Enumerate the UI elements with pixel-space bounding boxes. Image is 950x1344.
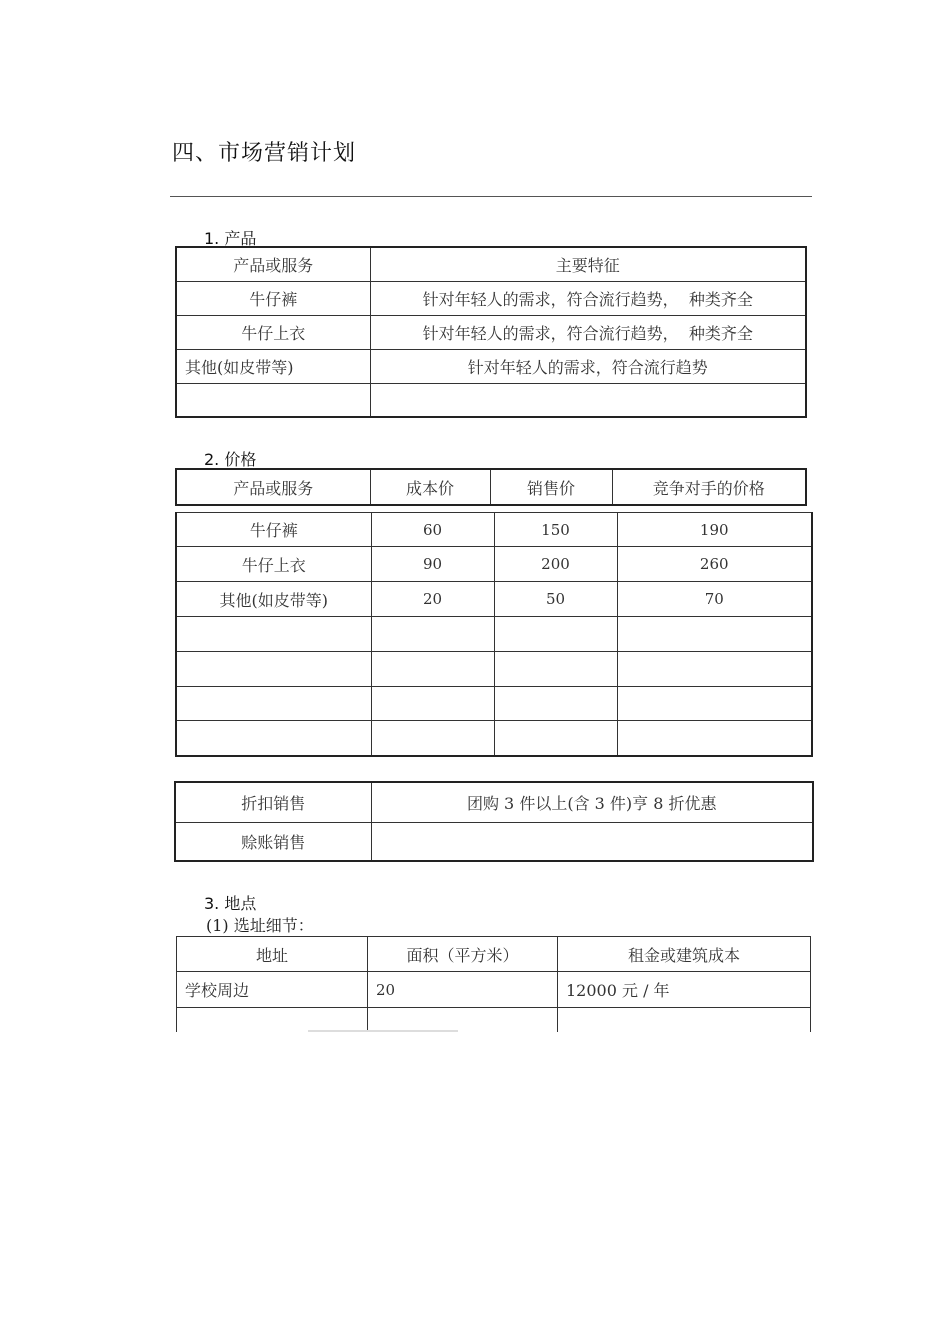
table-row (176, 721, 812, 756)
table-cell: 牛仔裤 (176, 513, 371, 547)
sales-terms-table (174, 781, 814, 862)
table-cell: 牛仔上衣 (176, 547, 371, 582)
table-cell (371, 617, 494, 652)
table-header-row (176, 247, 806, 281)
table-cell: 牛仔上衣 (176, 315, 370, 349)
section-heading-location: 3. 地点 (204, 894, 257, 913)
table-cell (494, 687, 617, 721)
table-row (175, 822, 813, 861)
table-cell (494, 721, 617, 756)
table-cell: 20 (371, 582, 494, 617)
header-cell: 产品或服务 (176, 469, 370, 505)
table-cell (617, 687, 812, 721)
header-cell: 成本价 (370, 469, 490, 505)
table-cell: 12000 元 / 年 (558, 972, 811, 1008)
product-table (175, 246, 807, 418)
table-cell (617, 617, 812, 652)
table-cell: 牛仔裤 (176, 281, 370, 315)
table-cell: 折扣销售 (175, 782, 371, 822)
title-divider (170, 196, 812, 197)
table-row (176, 547, 812, 582)
table-cell: 其他(如皮带等) (176, 582, 371, 617)
table-cell: 190 (617, 513, 812, 547)
table-cell: 学校周边 (177, 972, 368, 1008)
table-row (176, 652, 812, 687)
table-row (176, 582, 812, 617)
table-cell: 60 (371, 513, 494, 547)
table-cell: 针对年轻人的需求，符合流行趋势， 种类齐全 (370, 315, 806, 349)
table-cell (617, 721, 812, 756)
table-cell (370, 383, 806, 417)
table-row (176, 687, 812, 721)
table-cell (176, 383, 370, 417)
table-cell (617, 652, 812, 687)
table-row (177, 1008, 811, 1033)
table-cell: 针对年轻人的需求，符合流行趋势， 种类齐全 (370, 281, 806, 315)
table-cell: 50 (494, 582, 617, 617)
table-cell (558, 1008, 811, 1033)
table-cell (176, 721, 371, 756)
price-header-table (175, 468, 807, 506)
table-cell: 260 (617, 547, 812, 582)
table-cell (177, 1008, 368, 1033)
header-cell: 面积（平方米） (368, 937, 558, 972)
table-row (176, 617, 812, 652)
header-cell: 地址 (177, 937, 368, 972)
table-cell (371, 822, 813, 861)
table-row (176, 383, 806, 417)
section-heading-price: 2. 价格 (204, 450, 257, 469)
header-cell: 主要特征 (370, 247, 806, 281)
scan-artifact (308, 1030, 458, 1032)
table-cell (371, 687, 494, 721)
location-table (176, 936, 811, 1032)
table-header-row (176, 469, 806, 505)
location-subheading: (1) 选址细节： (206, 916, 314, 935)
table-cell (176, 687, 371, 721)
table-cell (371, 652, 494, 687)
table-cell: 针对年轻人的需求，符合流行趋势 (370, 349, 806, 383)
header-cell: 租金或建筑成本 (558, 937, 811, 972)
price-table (175, 512, 813, 757)
table-cell (176, 617, 371, 652)
table-cell (494, 652, 617, 687)
table-row (176, 513, 812, 547)
table-cell: 150 (494, 513, 617, 547)
table-cell (494, 617, 617, 652)
header-cell: 销售价 (490, 469, 612, 505)
table-cell: 90 (371, 547, 494, 582)
table-cell (368, 1008, 558, 1033)
table-cell (176, 652, 371, 687)
table-row (175, 782, 813, 822)
section-heading-product: 1. 产品 (204, 229, 257, 248)
table-cell: 其他(如皮带等) (176, 349, 370, 383)
header-cell: 产品或服务 (176, 247, 370, 281)
location-table-clip (176, 936, 812, 1032)
table-row (176, 349, 806, 383)
table-cell: 70 (617, 582, 812, 617)
table-row (176, 315, 806, 349)
table-row (176, 281, 806, 315)
table-cell: 200 (494, 547, 617, 582)
table-header-row (177, 937, 811, 972)
table-cell: 赊账销售 (175, 822, 371, 861)
table-cell: 团购 3 件以上(含 3 件)亨 8 折优惠 (371, 782, 813, 822)
header-cell: 竞争对手的价格 (612, 469, 806, 505)
table-row (177, 972, 811, 1008)
page-title: 四、市场营销计划 (172, 141, 357, 166)
table-cell: 20 (368, 972, 558, 1008)
table-cell (371, 721, 494, 756)
